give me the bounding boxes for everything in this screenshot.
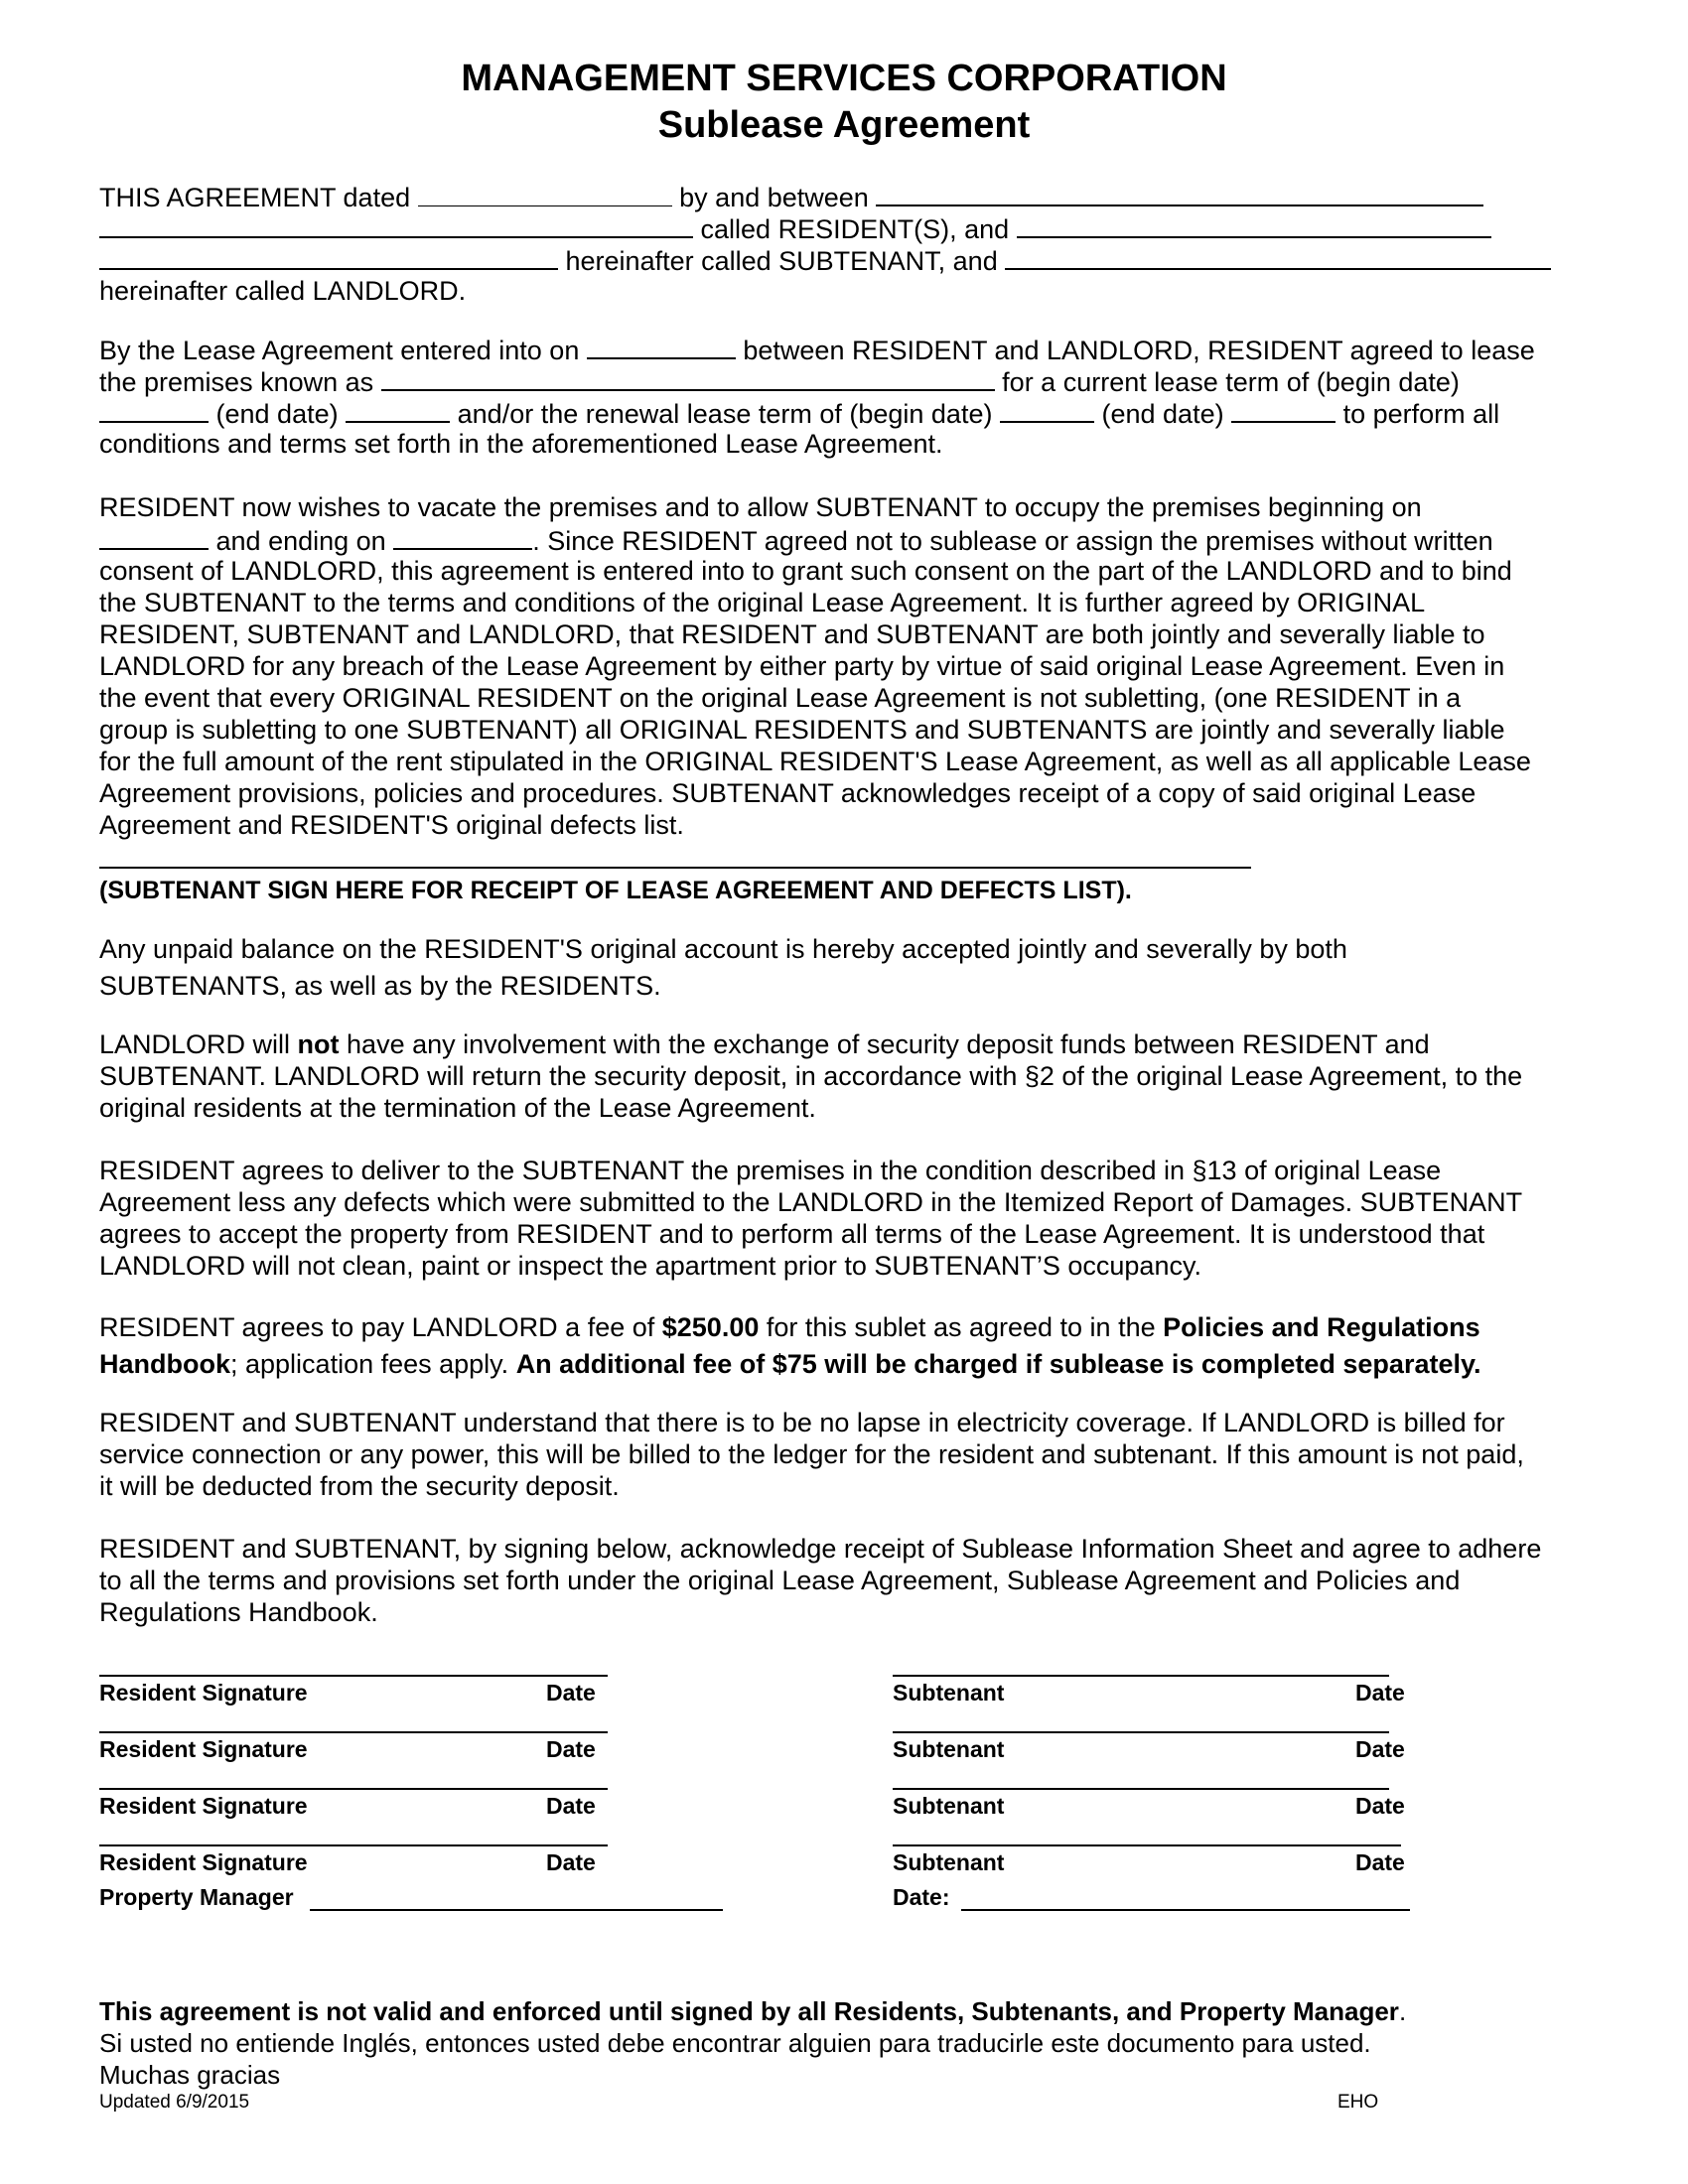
deposit-line-2: SUBTENANT. LANDLORD will return the security deposit, in accordance with §2 of the original Lease Agreement, to the [99, 1061, 1523, 1091]
ack-line-3: Regulations Handbook. [99, 1597, 378, 1627]
vacate-line-11: Agreement and RESIDENT'S original defects list. [99, 810, 684, 840]
resident-signature-line[interactable] [99, 1675, 608, 1677]
fee-line-2: Handbook; application fees apply. An additional fee of $75 will be charged if sublease is completed separately. [99, 1349, 1481, 1379]
renewal-end-date-field[interactable] [1231, 396, 1336, 423]
ack-line-2: to all the terms and provisions set forth under the original Lease Agreement, Sublease Agreement and Policies and [99, 1566, 1461, 1595]
agreement-date-field[interactable] [418, 181, 672, 206]
resident-signature-label: Resident Signature [99, 1680, 308, 1706]
fee-line-1: RESIDENT agrees to pay LANDLORD a fee of $250.00 for this sublet as agreed to in the Policies and Regulations [99, 1312, 1480, 1342]
resident-signature-line[interactable] [99, 1844, 608, 1846]
resident-signature-line[interactable] [99, 1788, 608, 1790]
resident-date-label: Date [546, 1736, 596, 1762]
organization-title: MANAGEMENT SERVICES CORPORATION [461, 58, 1227, 99]
vacate-line-6: LANDLORD for any breach of the Lease Agreement by either party by virtue of said original Lease Agreement. Even in [99, 651, 1505, 681]
resident-date-label: Date [546, 1793, 596, 1819]
subtenant-signature-line[interactable] [893, 1844, 1401, 1846]
deposit-line-3: original residents at the termination of the Lease Agreement. [99, 1093, 816, 1123]
electric-line-3: it will be deducted from the security deposit. [99, 1471, 620, 1501]
vacate-line-2: and ending on . Since RESIDENT agreed not to sublease or assign the premises without written [99, 523, 1493, 557]
intro-line-2: called RESIDENT(S), and [99, 211, 1491, 245]
updated-date: Updated 6/9/2015 [99, 2092, 250, 2113]
balance-line-1: Any unpaid balance on the RESIDENT'S original account is hereby accepted jointly and severally by both [99, 934, 1347, 964]
lease-line-4: conditions and terms set forth in the aforementioned Lease Agreement. [99, 429, 943, 459]
subtenant-signature-line[interactable] [893, 1788, 1389, 1790]
intro-line-1: THIS AGREEMENT dated by and between [99, 180, 1483, 213]
resident-names-field-cont[interactable] [99, 211, 693, 238]
resident-signature-label: Resident Signature [99, 1736, 308, 1762]
vacate-line-9: for the full amount of the rent stipulated in the ORIGINAL RESIDENT'S Lease Agreement, as well as all applicable Lease [99, 747, 1531, 776]
resident-date-label: Date [546, 1680, 596, 1706]
receipt-sign-instruction: (SUBTENANT SIGN HERE FOR RECEIPT OF LEASE AGREEMENT AND DEFECTS LIST). [99, 877, 1132, 904]
current-end-date-field[interactable] [346, 396, 450, 423]
vacate-line-1: RESIDENT now wishes to vacate the premises and to allow SUBTENANT to occupy the premises beginning on [99, 492, 1422, 522]
validity-notice: This agreement is not valid and enforced until signed by all Residents, Subtenants, and Property Manager. [99, 1996, 1407, 2026]
subtenant-label: Subtenant [893, 1680, 1005, 1706]
receipt-signature-line[interactable] [99, 867, 1251, 869]
vacate-line-3: consent of LANDLORD, this agreement is entered into to grant such consent on the part of the LANDLORD and to bind [99, 556, 1512, 586]
deliver-line-4: LANDLORD will not clean, paint or inspect the apartment prior to SUBTENANT’S occupancy. [99, 1251, 1201, 1281]
vacate-line-8: group is subletting to one SUBTENANT) all ORIGINAL RESIDENTS and SUBTENANTS are jointly and severally liable [99, 715, 1505, 745]
spanish-notice: Si usted no entiende Inglés, entonces usted debe encontrar alguien para traducirle este documento para usted. [99, 2028, 1371, 2058]
thanks-text: Muchas gracias [99, 2060, 281, 2090]
vacate-line-4: the SUBTENANT to the terms and conditions of the original Lease Agreement. It is further agreed by ORIGINAL [99, 588, 1426, 617]
property-manager-label: Property Manager [99, 1884, 294, 1910]
balance-line-2: SUBTENANTS, as well as by the RESIDENTS. [99, 971, 661, 1001]
resident-date-label: Date [546, 1849, 596, 1875]
subtenant-label: Subtenant [893, 1736, 1005, 1762]
manager-date-line[interactable] [961, 1909, 1410, 1911]
intro-line-4: hereinafter called LANDLORD. [99, 276, 467, 306]
electric-line-1: RESIDENT and SUBTENANT understand that there is to be no lapse in electricity coverage. If LANDLORD is billed for [99, 1408, 1505, 1437]
landlord-name-field[interactable] [1005, 243, 1551, 270]
ack-line-1: RESIDENT and SUBTENANT, by signing below, acknowledge receipt of Sublease Information Sheet and agree to adhere [99, 1534, 1542, 1564]
renewal-begin-date-field[interactable] [1000, 396, 1094, 423]
subtenant-date-label: Date [1355, 1736, 1405, 1762]
deliver-line-1: RESIDENT agrees to deliver to the SUBTENANT the premises in the condition described in §13 of original Lease [99, 1156, 1442, 1185]
vacate-line-7: the event that every ORIGINAL RESIDENT on the original Lease Agreement is not subletting, (one RESIDENT in a [99, 683, 1462, 713]
subtenant-signature-line[interactable] [893, 1675, 1389, 1677]
eho-mark: EHO [1337, 2092, 1379, 2113]
sublet-end-date-field[interactable] [393, 523, 532, 550]
electric-line-2: service connection or any power, this will be billed to the ledger for the resident and subtenant. If this amount is not paid, [99, 1439, 1524, 1469]
premises-address-field[interactable] [381, 364, 995, 391]
subtenant-names-field[interactable] [1017, 211, 1491, 238]
intro-line-3: hereinafter called SUBTENANT, and [99, 243, 1551, 277]
sublet-begin-date-field[interactable] [99, 523, 209, 550]
property-manager-signature-line[interactable] [310, 1909, 723, 1911]
lease-entered-date-field[interactable] [587, 333, 736, 359]
subtenant-date-label: Date [1355, 1680, 1405, 1706]
document-title: Sublease Agreement [657, 104, 1031, 146]
resident-signature-label: Resident Signature [99, 1793, 308, 1819]
deliver-line-3: agrees to accept the property from RESIDENT and to perform all terms of the Lease Agreement. It is understood that [99, 1219, 1485, 1249]
lease-line-2: the premises known as for a current lease term of (begin date) [99, 364, 1460, 398]
subtenant-label: Subtenant [893, 1793, 1005, 1819]
lease-line-3: (end date) and/or the renewal lease term of (begin date) (end date) to perform all [99, 396, 1499, 430]
resident-signature-line[interactable] [99, 1731, 608, 1733]
subtenant-signature-line[interactable] [893, 1731, 1389, 1733]
resident-names-field[interactable] [876, 180, 1483, 206]
resident-signature-label: Resident Signature [99, 1849, 308, 1875]
manager-date-label: Date: [893, 1884, 950, 1910]
deposit-line-1: LANDLORD will not have any involvement with the exchange of security deposit funds between RESIDENT and [99, 1029, 1430, 1059]
lease-line-1: By the Lease Agreement entered into on between RESIDENT and LANDLORD, RESIDENT agreed to lease [99, 333, 1535, 366]
current-begin-date-field[interactable] [99, 396, 209, 423]
vacate-line-10: Agreement provisions, policies and procedures. SUBTENANT acknowledges receipt of a copy of said original Lease [99, 778, 1477, 808]
subtenant-label: Subtenant [893, 1849, 1005, 1875]
subtenant-date-label: Date [1355, 1793, 1405, 1819]
vacate-line-5: RESIDENT, SUBTENANT and LANDLORD, that RESIDENT and SUBTENANT are both jointly and severally liable to [99, 619, 1485, 649]
subtenant-date-label: Date [1355, 1849, 1405, 1875]
subtenant-names-field-cont[interactable] [99, 243, 558, 270]
deliver-line-2: Agreement less any defects which were submitted to the LANDLORD in the Itemized Report of Damages. SUBTENANT [99, 1187, 1523, 1217]
